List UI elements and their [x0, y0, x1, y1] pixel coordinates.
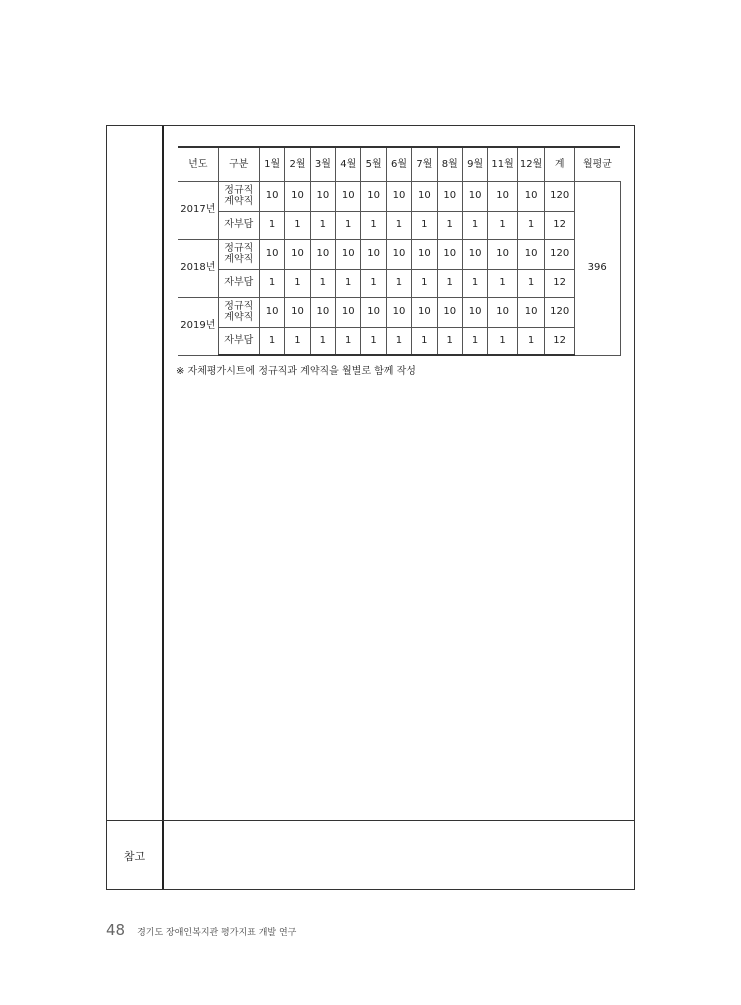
month-value-cell: 1: [336, 211, 361, 239]
month-value-cell: 1: [517, 269, 544, 297]
month-value-cell: 10: [310, 181, 335, 211]
month-value-cell: 1: [361, 269, 386, 297]
month-value-cell: 10: [386, 297, 411, 327]
month-value-cell: 10: [437, 181, 462, 211]
month-value-cell: 1: [517, 327, 544, 355]
month-value-cell: 10: [412, 239, 437, 269]
month-value-cell: 10: [462, 181, 487, 211]
month-value-cell: 1: [437, 211, 462, 239]
table-note: ※ 자체평가시트에 정규직과 계약직을 월별로 함께 작성: [176, 366, 416, 377]
table-row: [178, 269, 620, 297]
table-header-row: [178, 147, 620, 181]
row-total-cell: 120: [545, 239, 575, 269]
month-value-cell: 10: [437, 239, 462, 269]
month-value-cell: 1: [336, 327, 361, 355]
month-value-cell: 1: [259, 211, 284, 239]
table-header-cell: 3월: [310, 147, 335, 181]
month-value-cell: 1: [361, 327, 386, 355]
row-total-cell: 12: [545, 269, 575, 297]
month-value-cell: 1: [259, 269, 284, 297]
table-row: [178, 327, 620, 355]
month-value-cell: 1: [361, 211, 386, 239]
month-value-cell: 10: [412, 181, 437, 211]
grand-total-cell: 396: [574, 181, 620, 355]
category-cell: 자부담: [218, 211, 259, 239]
month-value-cell: 10: [259, 297, 284, 327]
row-total-cell: 120: [545, 297, 575, 327]
month-value-cell: 10: [386, 181, 411, 211]
month-value-cell: 1: [517, 211, 544, 239]
month-value-cell: 1: [437, 327, 462, 355]
month-value-cell: 1: [412, 211, 437, 239]
table-header-cell: 구분: [218, 147, 259, 181]
table-header-cell: 계: [545, 147, 575, 181]
month-value-cell: 10: [488, 239, 518, 269]
page-number: 48: [106, 921, 126, 939]
month-value-cell: 10: [259, 239, 284, 269]
month-value-cell: 10: [361, 297, 386, 327]
month-value-cell: 1: [386, 327, 411, 355]
column-divider: [162, 126, 164, 889]
month-value-cell: 10: [361, 239, 386, 269]
year-cell: 2018년: [178, 239, 218, 297]
table-header-cell: 년도: [178, 147, 218, 181]
reference-label: 참고: [123, 849, 146, 863]
category-cell: 정규직 계약직: [218, 181, 259, 211]
month-value-cell: 10: [412, 297, 437, 327]
row-total-cell: 12: [545, 327, 575, 355]
table-header-cell: 11월: [488, 147, 518, 181]
month-value-cell: 1: [437, 269, 462, 297]
year-cell: 2019년: [178, 297, 218, 355]
month-value-cell: 10: [437, 297, 462, 327]
table-row: [178, 297, 620, 327]
month-value-cell: 1: [285, 327, 310, 355]
category-cell: 자부담: [218, 327, 259, 355]
month-value-cell: 10: [517, 239, 544, 269]
table-header-cell: 2월: [285, 147, 310, 181]
month-value-cell: 10: [386, 239, 411, 269]
month-value-cell: 1: [285, 269, 310, 297]
table-header-cell: 6월: [386, 147, 411, 181]
table-header-cell: 4월: [336, 147, 361, 181]
table-row: [178, 181, 620, 211]
month-value-cell: 10: [462, 239, 487, 269]
month-value-cell: 10: [488, 181, 518, 211]
month-value-cell: 10: [285, 297, 310, 327]
month-value-cell: 1: [259, 327, 284, 355]
month-value-cell: 1: [285, 211, 310, 239]
month-value-cell: 1: [462, 211, 487, 239]
table-row: [178, 239, 620, 269]
month-value-cell: 10: [517, 297, 544, 327]
month-value-cell: 10: [462, 297, 487, 327]
month-value-cell: 1: [412, 269, 437, 297]
month-value-cell: 1: [386, 211, 411, 239]
table-header-cell: 9월: [462, 147, 487, 181]
table-header-cell: 5월: [361, 147, 386, 181]
month-value-cell: 10: [336, 297, 361, 327]
month-value-cell: 10: [517, 181, 544, 211]
month-value-cell: 10: [259, 181, 284, 211]
month-value-cell: 1: [488, 327, 518, 355]
category-cell: 정규직 계약직: [218, 297, 259, 327]
table-header-cell: 12월: [517, 147, 544, 181]
month-value-cell: 1: [310, 269, 335, 297]
table-header-cell: 7월: [412, 147, 437, 181]
table-header-cell: 1월: [259, 147, 284, 181]
month-value-cell: 1: [462, 327, 487, 355]
month-value-cell: 1: [488, 211, 518, 239]
table-row: [178, 211, 620, 239]
table-header-cell: 8월: [437, 147, 462, 181]
publication-title: 경기도 장애인복지관 평가지표 개발 연구: [137, 928, 297, 938]
month-value-cell: 1: [310, 211, 335, 239]
row-total-cell: 120: [545, 181, 575, 211]
month-value-cell: 1: [336, 269, 361, 297]
staff-monthly-table: [178, 146, 620, 356]
page-footer: [106, 921, 296, 941]
month-value-cell: 1: [412, 327, 437, 355]
year-cell: 2017년: [178, 181, 218, 239]
month-value-cell: 10: [336, 181, 361, 211]
month-value-cell: 10: [336, 239, 361, 269]
month-value-cell: 10: [285, 181, 310, 211]
row-divider: [107, 820, 634, 821]
month-value-cell: 1: [310, 327, 335, 355]
category-cell: 정규직 계약직: [218, 239, 259, 269]
month-value-cell: 1: [462, 269, 487, 297]
month-value-cell: 10: [310, 239, 335, 269]
table-header-cell: 월평균: [574, 147, 620, 181]
month-value-cell: 10: [285, 239, 310, 269]
month-value-cell: 10: [361, 181, 386, 211]
category-cell: 자부담: [218, 269, 259, 297]
month-value-cell: 1: [386, 269, 411, 297]
month-value-cell: 1: [488, 269, 518, 297]
month-value-cell: 10: [310, 297, 335, 327]
month-value-cell: 10: [488, 297, 518, 327]
row-total-cell: 12: [545, 211, 575, 239]
